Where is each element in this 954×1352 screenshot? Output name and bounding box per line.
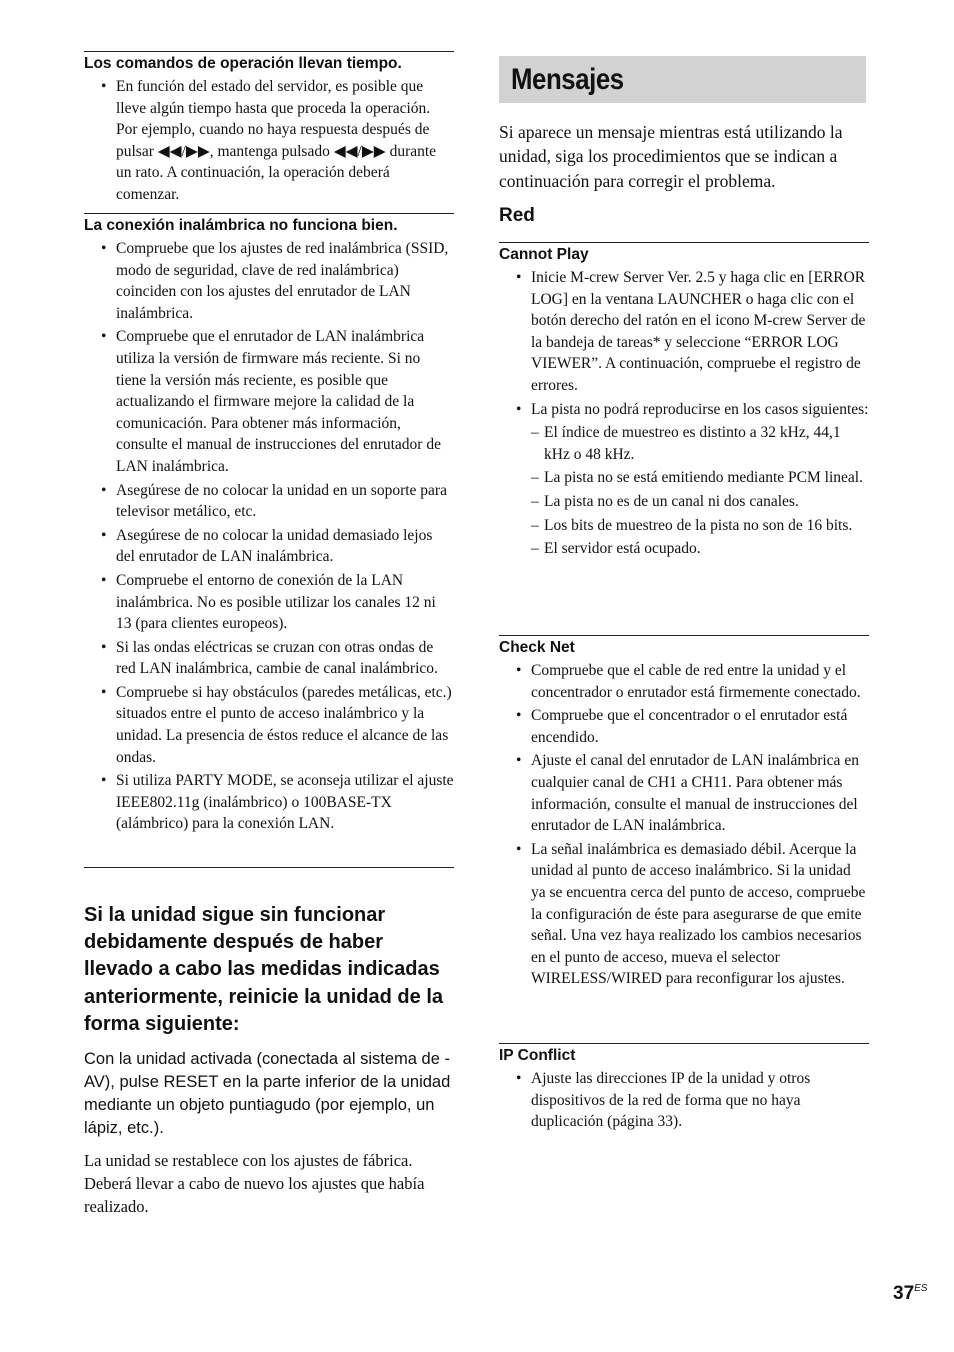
list-item-text: La pista no podrá reproducirse en los casos siguientes: [531,400,869,418]
reset-section [84,902,454,1218]
list-item: • Compruebe el entorno de conexión de la LAN inalámbrica. No es posible utilizar los canales 12 ni 13 (para clientes europeos). [84,570,454,635]
list-item: • Asegúrese de no colocar la unidad demasiado lejos del enrutador de LAN inalámbrica. [84,525,454,568]
section-check-net [499,635,869,992]
page-number [893,1283,927,1305]
section-heading: La conexión inalámbrica no funciona bien. [84,213,454,235]
section-divider [84,867,454,868]
list-item: • Ajuste las direcciones IP de la unidad y otros dispositivos de la red de forma que no haya duplicación (página 33). [499,1068,869,1133]
section-operation-delay [84,51,454,208]
dash-list [531,422,869,560]
messages-banner [499,56,866,103]
page-number-value: 37 [893,1283,915,1304]
dash-item: – El servidor está ocupado. [531,538,869,560]
bullet-list [499,1068,869,1133]
list-item [499,399,869,560]
list-item: • En función del estado del servidor, es posible que lleve algún tiempo hasta que proceda la operación. Por ejemplo, cuando no haya respuesta después de pulsar ◀◀/▶▶, mantenga pulsado ◀◀/▶▶ durante un rato. A continuación, la operación deberá comenzar. [84,76,454,206]
list-item: • Compruebe que el concentrador o el enrutador está encendido. [499,705,869,748]
list-item: • Inicie M-crew Server Ver. 2.5 y haga clic en [ERROR LOG] en la ventana LAUNCHER o haga clic con el botón derecho del ratón en el icono M-crew Server de la bandeja de tareas* y seleccione “ERROR LOG VIEWER”. A continuación, compruebe el registro de errores. [499,267,869,397]
reset-instruction: Con la unidad activada (conectada al sistema de -AV), pulse RESET en la parte inferior de la unidad mediante un objeto puntiagudo (por ejemplo, un lápiz, etc.). [84,1050,451,1138]
section-ip-conflict [499,1043,869,1135]
list-item: • Compruebe que el cable de red entre la unidad y el concentrador o enrutador está firmemente conectado. [499,660,869,703]
bullet-list [499,267,869,560]
bullet-list [84,238,454,835]
subsection-title: Red [499,205,535,226]
dash-item: – El índice de muestreo es distinto a 32 kHz, 44,1 kHz o 48 kHz. [531,422,869,465]
page-language-suffix: ES [914,1283,928,1294]
section-heading: Los comandos de operación llevan tiempo. [84,51,454,73]
list-item: • Compruebe si hay obstáculos (paredes metálicas, etc.) situados entre el punto de acceso inalámbrico y la unidad. La presencia de éstos reduce el alcance de las ondas. [84,682,454,768]
reset-result: La unidad se restablece con los ajustes de fábrica. Deberá llevar a cabo de nuevo los ajustes que había realizado. [84,1151,425,1217]
list-item: • Asegúrese de no colocar la unidad en un soporte para televisor metálico, etc. [84,480,454,523]
intro-paragraph: Si aparece un mensaje mientras está utilizando la unidad, siga los procedimientos que se indican a continuación para corregir el problema. [499,122,843,191]
list-item: • Ajuste el canal del enrutador de LAN inalámbrica en cualquier canal de CH1 a CH11. Para obtener más información, consulte el manual de instrucciones del enrutador de LAN inalámbrica. [499,750,869,836]
banner-title: Mensajes [511,63,624,96]
list-item: • Compruebe que los ajustes de red inalámbrica (SSID, modo de seguridad, clave de red inalámbrica) coinciden con los ajustes del enrutador de LAN inalámbrica. [84,238,454,324]
dash-item: – La pista no es de un canal ni dos canales. [531,491,869,513]
list-item: • La señal inalámbrica es demasiado débil. Acerque la unidad al punto de acceso inalámbrico. Si la unidad ya se encuentra cerca del punto de acceso, compruebe la configuración de éste para asegurarse de que emite señal. Una vez haya realizado los cambios necesarios en el punto de acceso, mueva el selector WIRELESS/WIRED para reconfigurar los ajustes. [499,839,869,990]
bullet-list [499,660,869,990]
list-item: • Si las ondas eléctricas se cruzan con otras ondas de red LAN inalámbrica, cambie de canal inalámbrico. [84,637,454,680]
section-heading: IP Conflict [499,1043,869,1065]
bullet-list [84,76,454,206]
reset-heading: Si la unidad sigue sin funcionar debidamente después de haber llevado a cabo las medidas indicadas anteriormente, reinicie la unidad de la forma siguiente: [84,904,443,1035]
list-item: • Compruebe que el enrutador de LAN inalámbrica utiliza la versión de firmware más reciente. Si no tiene la versión más reciente, es posible que actualizando el firmware mejore la calidad de la comunicación. Para obtener más información, consulte el manual de instrucciones del enrutador de LAN inalámbrica. [84,326,454,477]
dash-item: – La pista no se está emitiendo mediante PCM lineal. [531,467,869,489]
section-heading: Check Net [499,635,869,657]
list-item: • Si utiliza PARTY MODE, se aconseja utilizar el ajuste IEEE802.11g (inalámbrico) o 100BASE-TX (alámbrico) para la conexión LAN. [84,770,454,835]
section-wireless-problem [84,213,454,837]
section-heading: Cannot Play [499,242,869,264]
section-cannot-play [499,242,869,562]
dash-item: – Los bits de muestreo de la pista no son de 16 bits. [531,515,869,537]
